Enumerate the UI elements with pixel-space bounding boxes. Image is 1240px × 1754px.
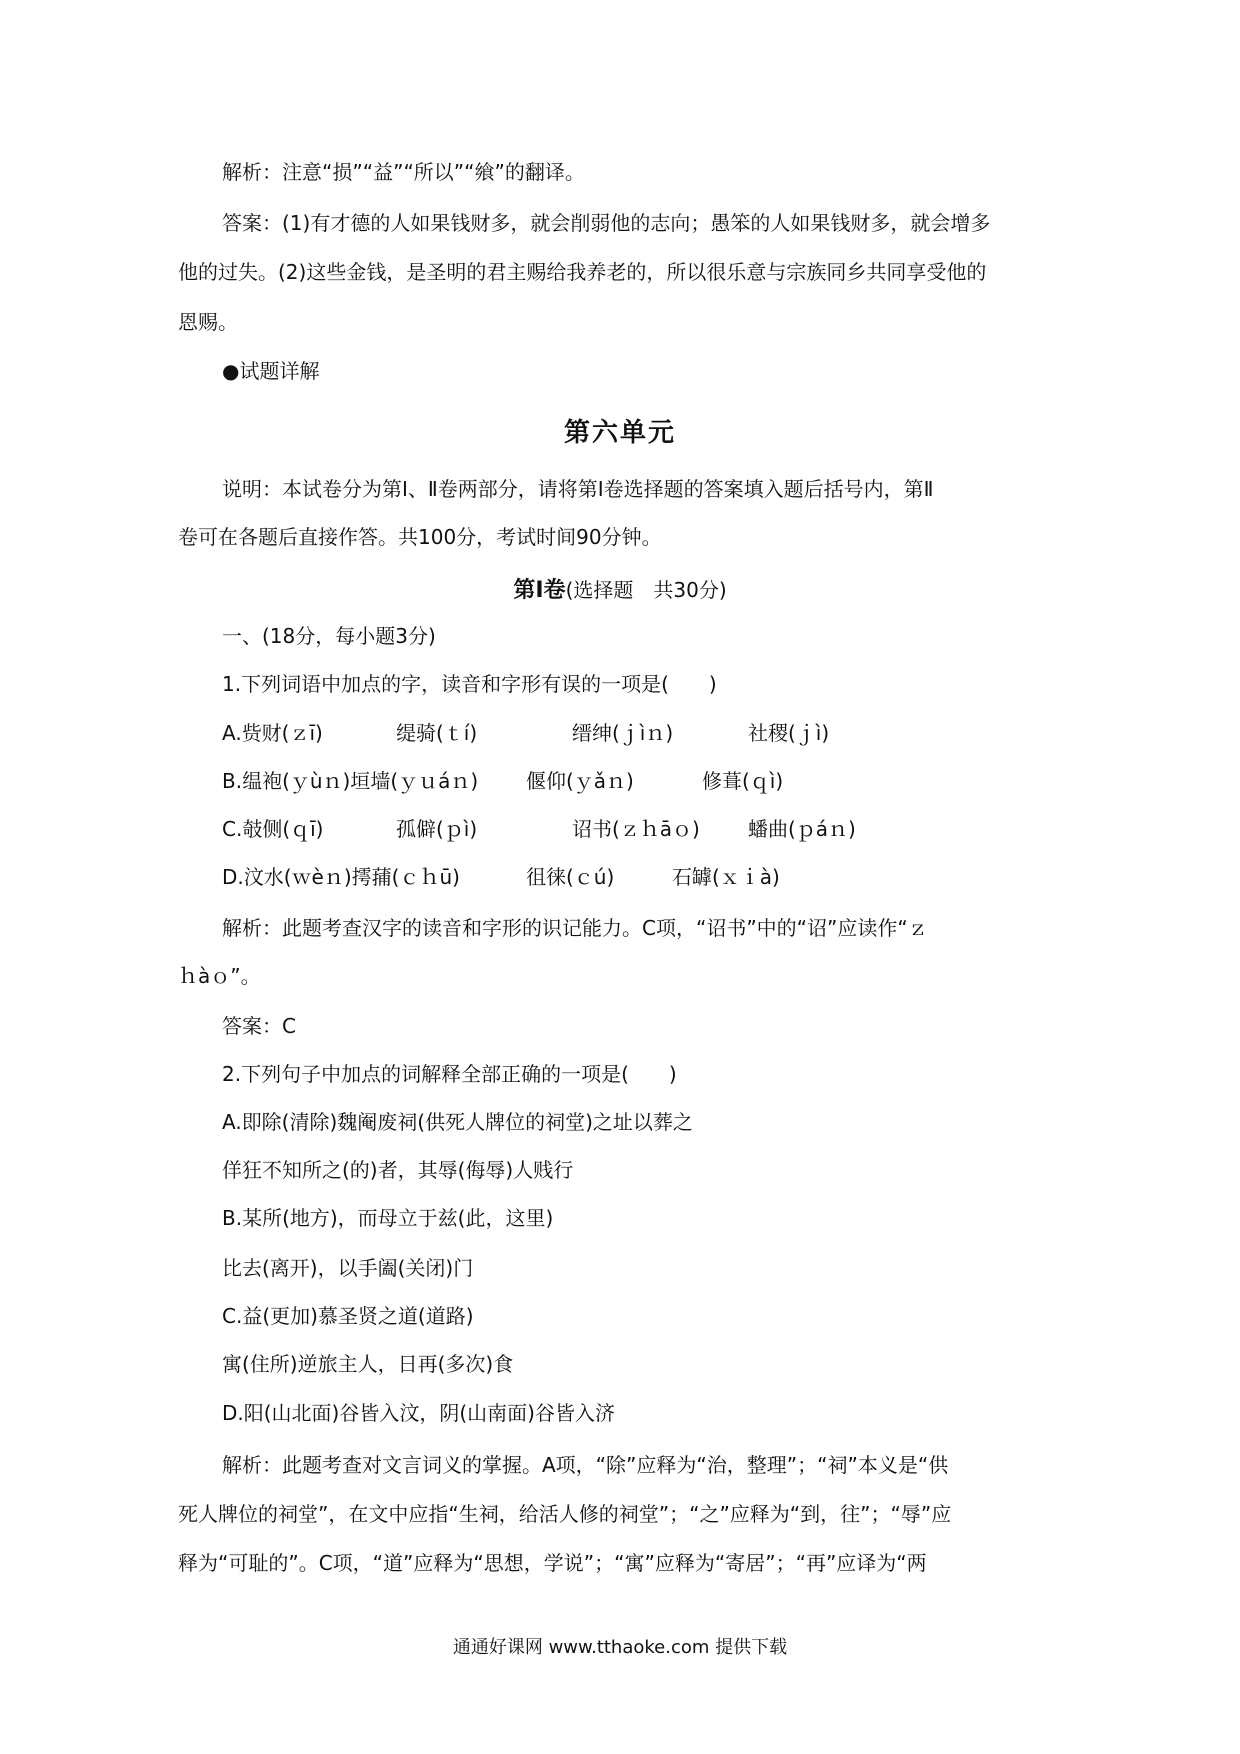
answer-line: 他的过失。(2)这些金钱，是圣明的君主赐给我养老的，所以很乐意与宗族同乡共同享受他的 xyxy=(178,260,987,284)
option-item: 石罅(ｘｉà) xyxy=(672,865,780,889)
section-heading: 一、(18分，每小题3分) xyxy=(222,624,436,648)
option-c-line2: 寓(住所)逆旅主人，日再(多次)食 xyxy=(222,1352,514,1376)
note-line: 说明：本试卷分为第Ⅰ、Ⅱ卷两部分，请将第Ⅰ卷选择题的答案填入题后括号内，第Ⅱ xyxy=(222,477,934,501)
option-item: 孤僻(ｐì) xyxy=(396,817,478,841)
option-item: 缙绅(ｊìｎ) xyxy=(572,721,674,745)
option-item: 徂徕(ｃú) xyxy=(526,865,615,889)
option-item: D.汶水(ｗèｎ)摴蒱(ｃｈū) xyxy=(222,865,460,889)
option-item: B.缊袍(ｙùｎ)垣墙(ｙｕáｎ) xyxy=(222,769,479,793)
option-item: C.攲侧(ｑī) xyxy=(222,817,324,841)
analysis-line: ｈàｏ”。 xyxy=(178,964,261,988)
option-b-line2: 比去(离开)，以手阖(关闭)门 xyxy=(222,1256,474,1280)
detail-heading: ●试题详解 xyxy=(222,359,320,383)
page-footer: 通通好课网 www.tthaoke.com 提供下载 xyxy=(452,1637,788,1658)
answer-line: 答案：(1)有才德的人如果钱财多，就会削弱他的志向；愚笨的人如果钱财多，就会增多 xyxy=(222,211,991,235)
option-b-line1: B.某所(地方)，而母立于兹(此，这里) xyxy=(222,1206,554,1230)
option-item: 修葺(ｑì) xyxy=(702,769,784,793)
analysis-line: 死人牌位的祠堂”，在文中应指“生祠，给活人修的祠堂”；“之”应释为“到，往”；“辱”应 xyxy=(178,1502,952,1526)
option-item: 社稷(ｊì) xyxy=(748,721,830,745)
note-line: 卷可在各题后直接作答。共100分，考试时间90分钟。 xyxy=(178,525,662,549)
answer-line: 恩赐。 xyxy=(178,310,238,334)
option-a-line1: A.即除(清除)魏阉废祠(供死人牌位的祠堂)之址以葬之 xyxy=(222,1110,693,1134)
analysis-line: 释为“可耻的”。C项，“道”应释为“思想，学说”；“寓”应释为“寄居”；“再”应译为“两 xyxy=(178,1551,927,1575)
option-c-line1: C.益(更加)慕圣贤之道(道路) xyxy=(222,1304,474,1328)
analysis-line: 解析：此题考查对文言词义的掌握。A项，“除”应释为“治，整理”；“祠”本义是“供 xyxy=(222,1453,949,1477)
answer-line: 答案：C xyxy=(222,1014,296,1038)
part-desc: (选择题 共30分) xyxy=(565,578,727,602)
option-d-line1: D.阳(山北面)谷皆入汶，阴(山南面)谷皆入济 xyxy=(222,1401,615,1425)
option-item: 诏书(ｚｈāｏ) xyxy=(572,817,700,841)
question-stem: 2.下列句子中加点的词解释全部正确的一项是( ) xyxy=(222,1062,677,1086)
part-label: 第Ⅰ卷 xyxy=(513,578,566,603)
option-item: 偃仰(ｙǎｎ) xyxy=(526,769,634,793)
part-heading xyxy=(0,573,1240,604)
unit-title: 第六单元 xyxy=(563,418,676,448)
analysis-line: 解析：注意“损”“益”“所以”“飨”的翻译。 xyxy=(222,160,585,184)
option-item: 蟠曲(ｐáｎ) xyxy=(748,817,856,841)
option-a-line2: 佯狂不知所之(的)者，其辱(侮辱)人贱行 xyxy=(222,1158,574,1182)
option-item: 缇骑(ｔí) xyxy=(396,721,478,745)
question-stem: 1.下列词语中加点的字，读音和字形有误的一项是( ) xyxy=(222,672,717,696)
option-item: A.赀财(ｚī) xyxy=(222,721,323,745)
analysis-line: 解析：此题考查汉字的读音和字形的识记能力。C项，“诏书”中的“诏”应读作“ｚ xyxy=(222,916,928,940)
